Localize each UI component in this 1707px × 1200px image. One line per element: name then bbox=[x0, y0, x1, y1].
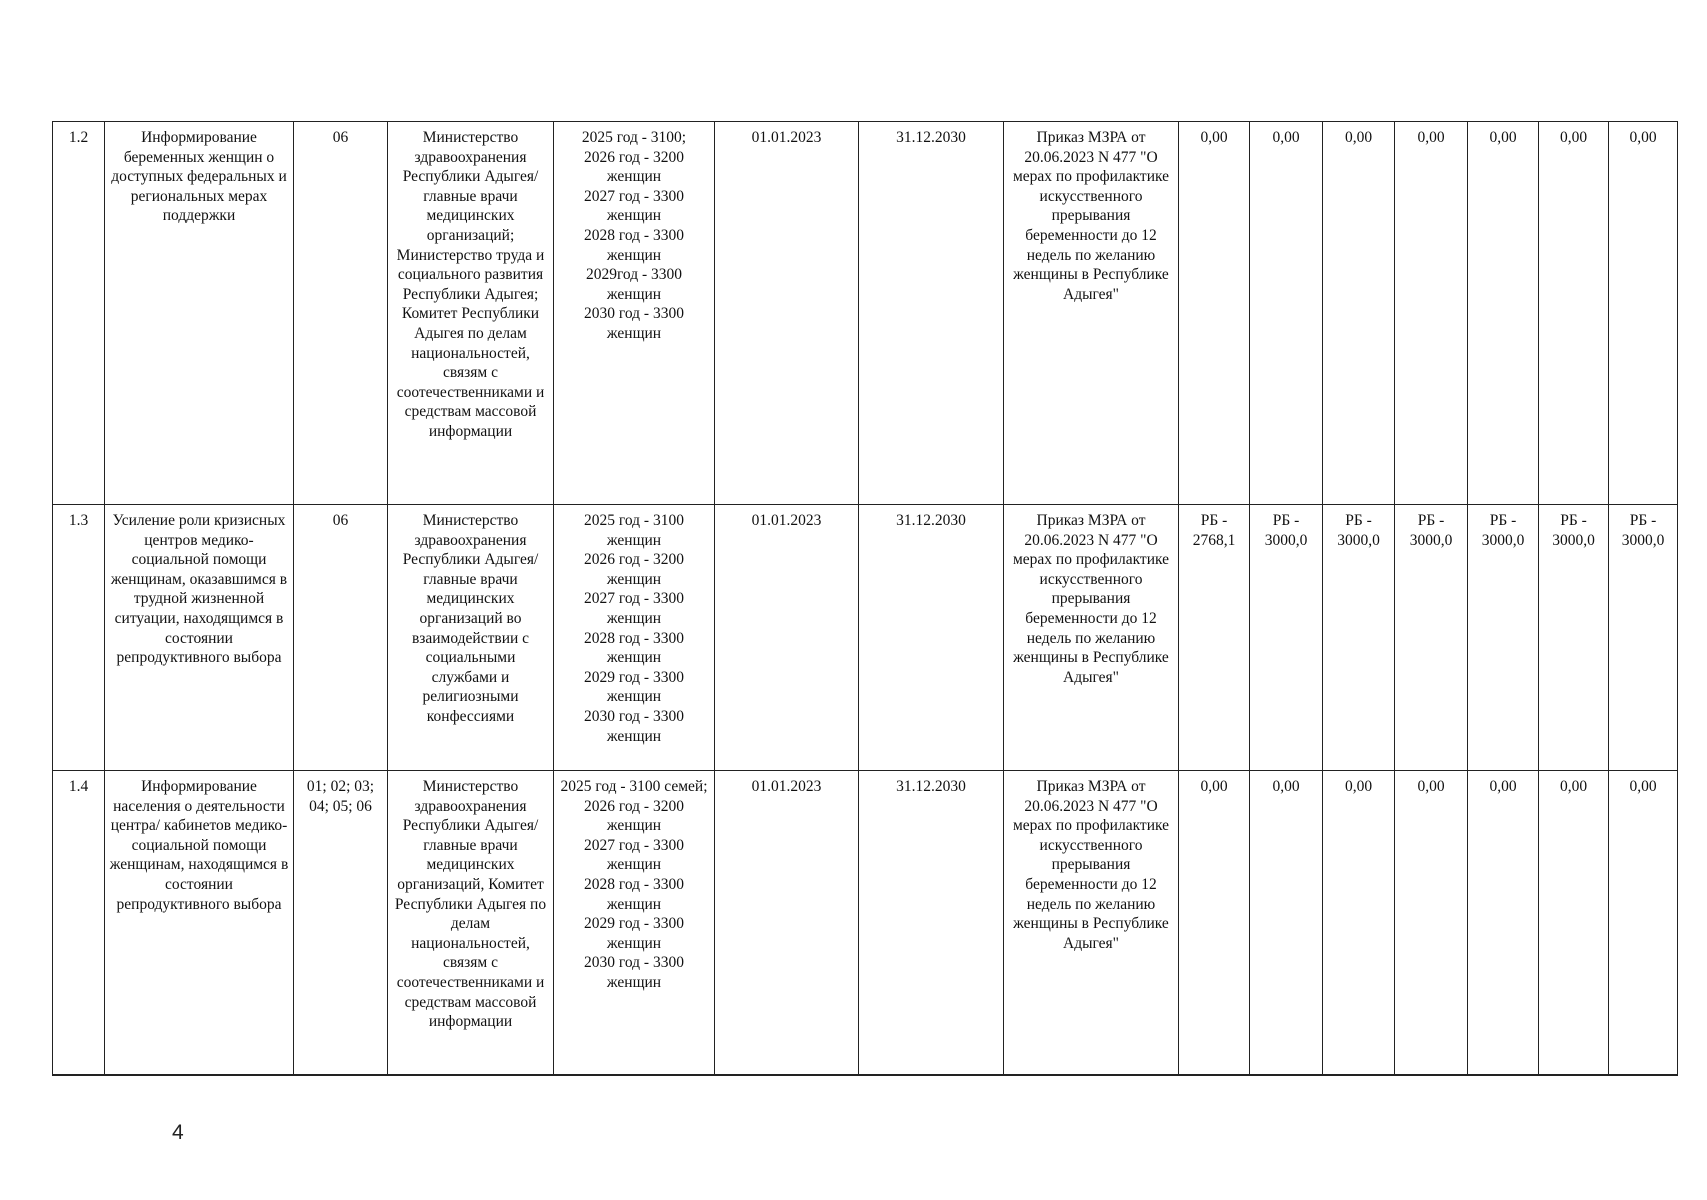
indicator-cell: 2025 год - 3100 женщин 2026 год - 3200 женщин 2027 год - 3300 женщин 2028 год - 3300 женщин 2029 год - 3300 женщин 2030 год - 3300 женщин bbox=[554, 505, 715, 771]
finance-cell: РБ - 3000,0 bbox=[1539, 505, 1609, 771]
event-name: Усиление роли кризисных центров медико-социальной помощи женщинам, оказавшимся в трудной жизненной ситуации, находящимся в состоянии репродуктивного выбора bbox=[105, 505, 294, 771]
finance-cell: 0,00 bbox=[1468, 771, 1539, 1076]
table-row bbox=[53, 505, 1678, 771]
table-row bbox=[53, 771, 1678, 1076]
finance-cell: 0,00 bbox=[1179, 122, 1250, 505]
finance-cell: РБ - 3000,0 bbox=[1323, 505, 1395, 771]
finance-cell: РБ - 3000,0 bbox=[1609, 505, 1678, 771]
executor-cell: Министерство здравоохранения Республики Адыгея/главные врачи медицинских организаций; Министерство труда и социального развития Республики Адыгея; Комитет Республики Адыгея по делам национальностей, связям с соотечественниками и средствам массовой информации bbox=[388, 122, 554, 505]
indicator-cell: 2025 год - 3100 семей; 2026 год - 3200 женщин 2027 год - 3300 женщин 2028 год - 3300 женщин 2029 год - 3300 женщин 2030 год - 3300 женщин bbox=[554, 771, 715, 1076]
finance-cell: РБ - 3000,0 bbox=[1468, 505, 1539, 771]
row-number: 1.3 bbox=[53, 505, 105, 771]
event-name: Информирование беременных женщин о доступных федеральных и региональных мерах поддержки bbox=[105, 122, 294, 505]
row-number: 1.2 bbox=[53, 122, 105, 505]
end-date: 31.12.2030 bbox=[859, 771, 1004, 1076]
start-date: 01.01.2023 bbox=[715, 505, 859, 771]
finance-cell: 0,00 bbox=[1609, 771, 1678, 1076]
table-row bbox=[53, 122, 1678, 505]
end-date: 31.12.2030 bbox=[859, 505, 1004, 771]
code-cell: 06 bbox=[294, 505, 388, 771]
event-name: Информирование населения о деятельности центра/ кабинетов медико-социальной помощи женщинам, находящимся в состоянии репродуктивного выбора bbox=[105, 771, 294, 1076]
finance-cell: 0,00 bbox=[1250, 122, 1323, 505]
finance-cell: 0,00 bbox=[1609, 122, 1678, 505]
page-number: 4 bbox=[172, 1121, 184, 1144]
code-cell: 06 bbox=[294, 122, 388, 505]
start-date: 01.01.2023 bbox=[715, 122, 859, 505]
finance-cell: 0,00 bbox=[1179, 771, 1250, 1076]
finance-cell: РБ - 2768,1 bbox=[1179, 505, 1250, 771]
document-cell: Приказ МЗРА от 20.06.2023 N 477 "О мерах по профилактике искусственного прерывания беременности до 12 недель по желанию женщины в Республике Адыгея" bbox=[1004, 122, 1179, 505]
measures-table bbox=[52, 121, 1678, 1076]
start-date: 01.01.2023 bbox=[715, 771, 859, 1076]
document-cell: Приказ МЗРА от 20.06.2023 N 477 "О мерах по профилактике искусственного прерывания беременности до 12 недель по желанию женщины в Республике Адыгея" bbox=[1004, 771, 1179, 1076]
finance-cell: РБ - 3000,0 bbox=[1250, 505, 1323, 771]
finance-cell: 0,00 bbox=[1395, 771, 1468, 1076]
finance-cell: 0,00 bbox=[1323, 771, 1395, 1076]
end-date: 31.12.2030 bbox=[859, 122, 1004, 505]
finance-cell: 0,00 bbox=[1539, 122, 1609, 505]
finance-cell: РБ - 3000,0 bbox=[1395, 505, 1468, 771]
finance-cell: 0,00 bbox=[1539, 771, 1609, 1076]
executor-cell: Министерство здравоохранения Республики Адыгея/главные врачи медицинских организаций, Комитет Республики Адыгея по делам национальностей, связям с соотечественниками и средствам массовой информации bbox=[388, 771, 554, 1076]
document-cell: Приказ МЗРА от 20.06.2023 N 477 "О мерах по профилактике искусственного прерывания беременности до 12 недель по желанию женщины в Республике Адыгея" bbox=[1004, 505, 1179, 771]
finance-cell: 0,00 bbox=[1395, 122, 1468, 505]
finance-cell: 0,00 bbox=[1323, 122, 1395, 505]
executor-cell: Министерство здравоохранения Республики Адыгея/главные врачи медицинских организаций во взаимодействии с социальными службами и религиозными конфессиями bbox=[388, 505, 554, 771]
code-cell: 01; 02; 03; 04; 05; 06 bbox=[294, 771, 388, 1076]
indicator-cell: 2025 год - 3100; 2026 год - 3200 женщин 2027 год - 3300 женщин 2028 год - 3300 женщин 2029год - 3300 женщин 2030 год - 3300 женщин bbox=[554, 122, 715, 505]
row-number: 1.4 bbox=[53, 771, 105, 1076]
finance-cell: 0,00 bbox=[1250, 771, 1323, 1076]
finance-cell: 0,00 bbox=[1468, 122, 1539, 505]
